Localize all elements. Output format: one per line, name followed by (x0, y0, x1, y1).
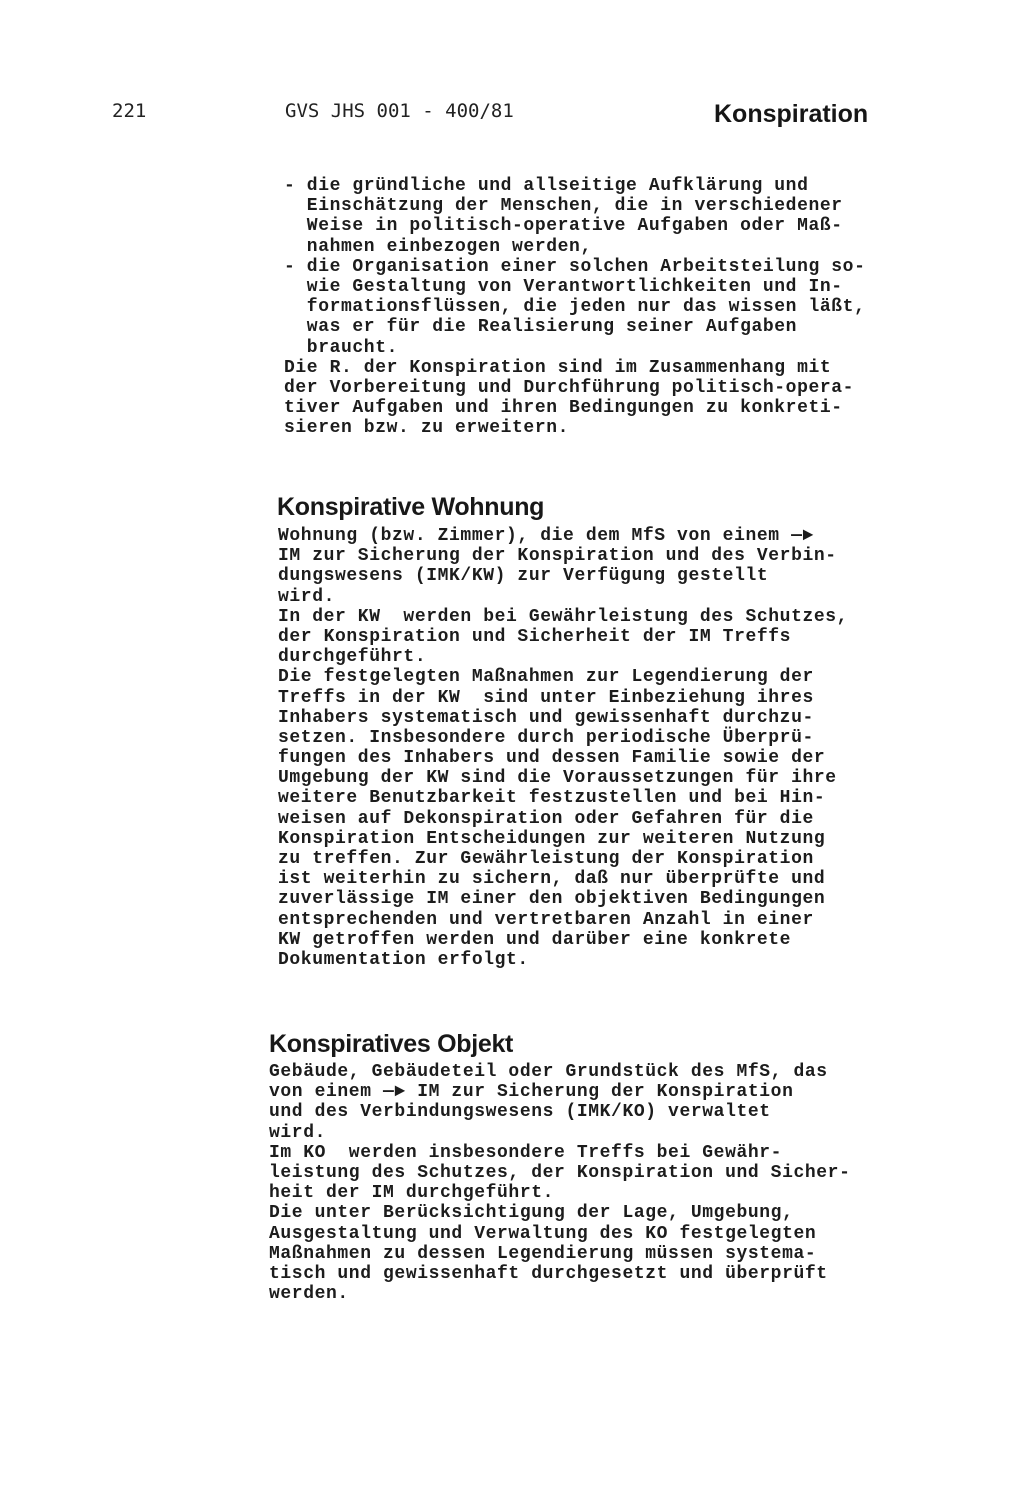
text-line: - die gründliche und allseitige Aufklärung und (284, 176, 809, 196)
text-line: Die festgelegten Maßnahmen zur Legendierung der (278, 667, 814, 688)
text-line: was er für die Realisierung seiner Aufgaben (284, 317, 798, 338)
intro-text (284, 176, 866, 438)
entry-body-konspirative-wohnung (278, 526, 848, 970)
text-line: formationsflüssen, die jeden nur das wissen läßt, (284, 297, 866, 318)
text-line: Die R. der Konspiration sind im Zusammenhang mit (284, 357, 832, 378)
text-line: Ausgestaltung und Verwaltung des KO festgelegten (269, 1223, 817, 1244)
text-line: werden. (269, 1284, 349, 1305)
text-line: ist weiterhin zu sichern, daß nur überprüfte und (278, 869, 826, 890)
text-line: von einem —► IM zur Sicherung der Konspiration (269, 1082, 794, 1103)
text-line: der Vorbereitung und Durchführung politisch-opera- (284, 377, 855, 398)
entry-title-konspirative-wohnung: Konspirative Wohnung (277, 493, 545, 521)
text-line: braucht. (284, 337, 399, 358)
text-line: Weise in politisch-operative Aufgaben oder Maß- (284, 216, 843, 237)
text-line: - die Organisation einer solchen Arbeitsteilung so- (284, 256, 866, 277)
text-line: Treffs in der KW sind unter Einbeziehung ihres (278, 687, 814, 708)
text-line: Konspiration Entscheidungen zur weiteren Nutzung (278, 828, 826, 849)
text-line: Wohnung (bzw. Zimmer), die dem MfS von einem —► (278, 526, 814, 546)
page-number: 221 (112, 100, 147, 122)
text-line: weisen auf Dekonspiration oder Gefahren für die (278, 808, 814, 829)
text-line: wird. (278, 586, 336, 607)
text-line: In der KW werden bei Gewährleistung des Schutzes, (278, 606, 849, 627)
text-line: weitere Benutzbarkeit festzustellen und bei Hin- (278, 788, 826, 809)
text-line: Einschätzung der Menschen, die in verschiedener (284, 196, 843, 217)
text-line: dungswesens (IMK/KW) zur Verfügung gestellt (278, 566, 769, 587)
text-line: wird. (269, 1122, 327, 1143)
text-line: IM zur Sicherung der Konspiration und des Verbin- (278, 546, 837, 567)
text-line: Im KO werden insbesondere Treffs bei Gewähr- (269, 1142, 783, 1163)
text-line: zu treffen. Zur Gewährleistung der Konspiration (278, 849, 814, 869)
entry-body-konspiratives-objekt (269, 1062, 851, 1304)
entry-title-konspiratives-objekt: Konspiratives Objekt (269, 1030, 514, 1058)
text-line: Dokumentation erfolgt. (278, 949, 529, 970)
text-line: Maßnahmen zu dessen Legendierung müssen systema- (269, 1243, 817, 1264)
text-line: heit der IM durchgeführt. (269, 1183, 555, 1204)
text-line: nahmen einbezogen werden, (284, 236, 592, 257)
text-line: Inhabers systematisch und gewissenhaft durchzu- (278, 707, 814, 728)
text-line: setzen. Insbesondere durch periodische Überprü- (278, 727, 814, 748)
text-line: wie Gestaltung von Verantwortlichkeiten und In- (284, 276, 843, 297)
text-line: entsprechenden und vertretbaren Anzahl in einer (278, 909, 814, 930)
text-line: KW getroffen werden und darüber eine konkrete (278, 929, 792, 950)
text-line: Die unter Berücksichtigung der Lage, Umgebung, (269, 1203, 794, 1224)
text-line: fungen des Inhabers und dessen Familie sowie der (278, 748, 826, 769)
text-line: tiver Aufgaben und ihren Bedingungen zu konkreti- (284, 398, 843, 419)
text-line: leistung des Schutzes, der Konspiration und Sicher- (269, 1162, 851, 1183)
text-line: tisch und gewissenhaft durchgesetzt und überprüft (269, 1263, 828, 1284)
text-line: durchgeführt. (278, 647, 427, 668)
document-reference: GVS JHS 001 - 400/81 (285, 100, 514, 122)
section-heading: Konspiration (714, 100, 869, 128)
text-line: der Konspiration und Sicherheit der IM Treffs (278, 626, 792, 647)
text-line: und des Verbindungswesens (IMK/KO) verwaltet (269, 1102, 771, 1123)
text-line: zuverlässige IM einer den objektiven Bedingungen (278, 889, 826, 910)
text-line: Umgebung der KW sind die Voraussetzungen für ihre (278, 768, 837, 789)
text-line: sieren bzw. zu erweitern. (284, 418, 570, 439)
text-line: Gebäude, Gebäudeteil oder Grundstück des MfS, das (269, 1062, 828, 1082)
